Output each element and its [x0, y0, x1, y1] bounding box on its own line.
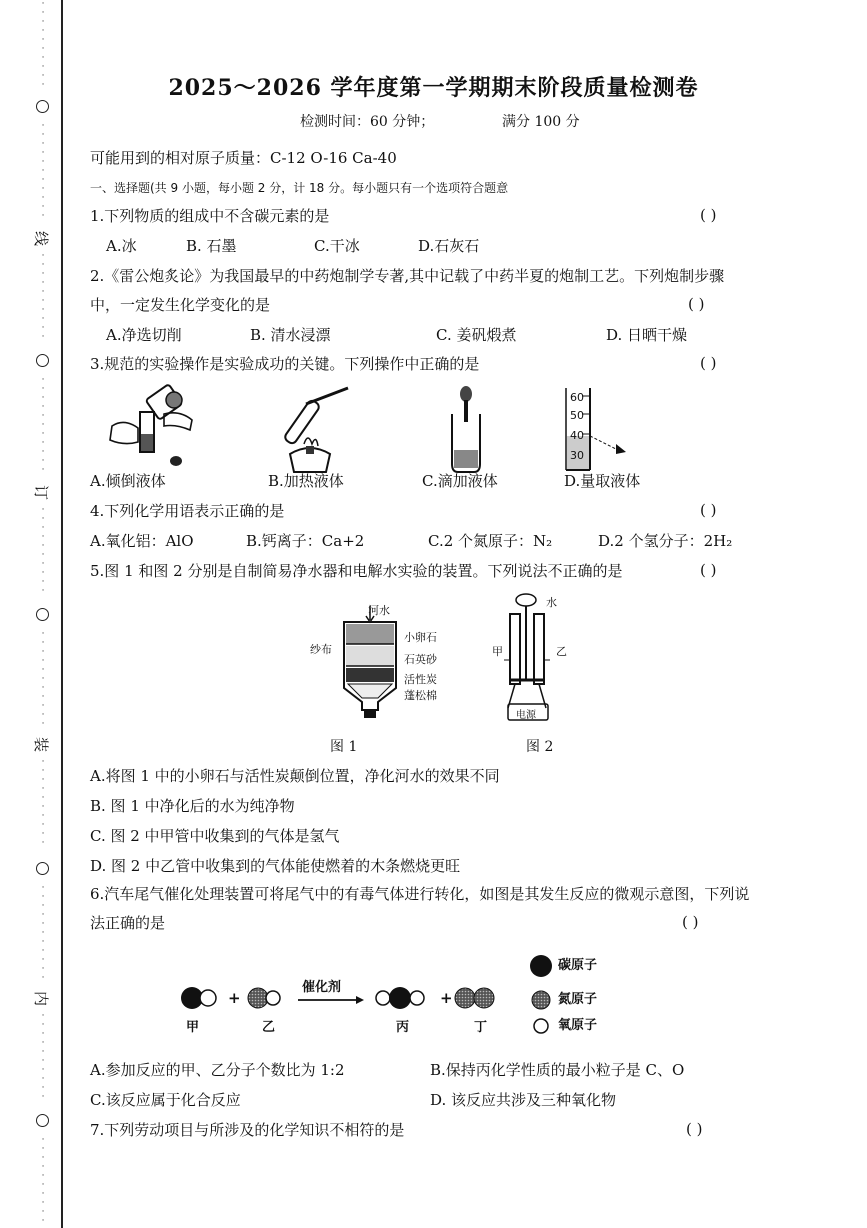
q1-answer-blank[interactable]: ( ) [700, 206, 717, 224]
oxygen-atom-icon [534, 1019, 548, 1033]
exam-title: 2025～2026 学年度第一学期期末阶段质量检测卷 [168, 75, 699, 101]
nitrogen-atom-icon [248, 988, 268, 1008]
q1-stem: 1.下列物质的组成中不含碳元素的是 [90, 207, 330, 225]
fig2-label-jia: 甲 [492, 645, 503, 658]
q1-option-a: A.冰 [106, 237, 137, 255]
pouring-liquid-illustration [104, 384, 204, 474]
margin-dots: · · · · · · · · · · [41, 1135, 45, 1226]
q6-option-a: A.参加反应的甲、乙分子个数比为 1:2 [90, 1061, 345, 1079]
oxygen-atom-icon [376, 991, 390, 1005]
q5-option-b: B. 图 1 中净化后的水为纯净物 [90, 797, 295, 815]
carbon-atom-icon [530, 955, 552, 977]
q2-answer-blank[interactable]: ( ) [688, 295, 705, 313]
q3-option-d: D.量取液体 [564, 472, 641, 490]
margin-dots: · · · · · · · · · · [41, 251, 45, 342]
fig2-label-power: 电源 [516, 710, 536, 721]
fig1-label-cotton: 蓬松棉 [404, 689, 437, 702]
cylinder-tick-50: 50 [570, 409, 584, 422]
fig2-caption: 图 2 [526, 739, 554, 755]
q3-option-b: B.加热液体 [268, 472, 344, 490]
fig2-label-yi: 乙 [556, 645, 567, 658]
q2-option-b: B. 清水浸漂 [250, 326, 331, 344]
oxygen-atom-icon [410, 991, 424, 1005]
margin-dots: · · · · · · · · · · · [41, 375, 45, 475]
margin-dots: · · · · · · · · · · · [41, 121, 45, 221]
q5-answer-blank[interactable]: ( ) [700, 561, 717, 579]
q2-option-d: D. 日晒干燥 [606, 326, 688, 344]
binding-hole-icon [36, 608, 49, 621]
margin-mark-ding: 订 [32, 484, 51, 501]
catalyst-label: 催化剂 [302, 980, 342, 995]
margin-dots: · · · · · · · · · · [41, 757, 45, 848]
q6-stem-line2: 法正确的是 [90, 914, 166, 932]
molecule-ding-label: 丁 [474, 1020, 488, 1035]
q6-option-d: D. 该反应共涉及三种氧化物 [430, 1091, 617, 1109]
q3-answer-blank[interactable]: ( ) [700, 354, 717, 372]
q4-option-a: A.氧化铝：AlO [90, 532, 194, 550]
cylinder-tick-40: 40 [570, 429, 584, 442]
q5-stem: 5.图 1 和图 2 分别是自制简易净水器和电解水实验的装置。下列说法不正确的是 [90, 562, 623, 580]
q3-option-a: A.倾倒液体 [90, 472, 166, 490]
q4-option-b: B.钙离子：Ca+2 [246, 532, 365, 550]
atomic-mass-note: 可能用到的相对原子质量：C-12 O-16 Ca-40 [90, 149, 397, 167]
cylinder-tick-30: 30 [570, 449, 584, 462]
q1-option-c: C.干冰 [314, 237, 360, 255]
q4-answer-blank[interactable]: ( ) [700, 501, 717, 519]
section-heading: 一、选择题(共 9 小题，每小题 2 分，计 18 分。每小题只有一个选项符合题意 [90, 181, 509, 195]
q7-stem: 7.下列劳动项目与所涉及的化学知识不相符的是 [90, 1121, 405, 1139]
binding-hole-icon [36, 862, 49, 875]
molecule-jia-label: 甲 [186, 1020, 200, 1035]
nitrogen-atom-icon [474, 988, 494, 1008]
q3-option-c: C.滴加液体 [422, 472, 498, 490]
margin-dots: · · · · · · · · · · · [41, 629, 45, 729]
fig1-label-carbon: 活性炭 [404, 673, 437, 686]
q5-option-a: A.将图 1 中的小卵石与活性炭颠倒位置，净化河水的效果不同 [90, 767, 500, 785]
q5-option-d: D. 图 2 中乙管中收集到的气体能使燃着的木条燃烧更旺 [90, 857, 461, 875]
margin-dots: · · · · · · · · · · · [41, 883, 45, 983]
q6-stem-line1: 6.汽车尾气催化处理装置可将尾气中的有毒气体进行转化，如图是其发生反应的微观示意图，下列说 [90, 885, 750, 903]
carbon-atom-icon [389, 987, 411, 1009]
margin-dots: · · · · · · · · · · [41, 1011, 45, 1102]
plus-sign: + [440, 989, 453, 1007]
q6-answer-blank[interactable]: ( ) [682, 913, 699, 931]
dropping-liquid-illustration [436, 384, 496, 474]
margin-dots: · · · · · · · · · · [41, 0, 45, 90]
legend-oxygen: 氧原子 [558, 1018, 598, 1033]
q6-option-b: B.保持丙化学性质的最小粒子是 C、O [430, 1061, 685, 1079]
margin-mark-nei: 内 [32, 990, 51, 1007]
q1-option-b: B. 石墨 [186, 237, 237, 255]
binding-hole-icon [36, 1114, 49, 1127]
fig1-label-sand: 石英砂 [404, 653, 437, 666]
q4-option-d: D.2 个氢分子：2H₂ [598, 532, 733, 550]
fig1-label-cloth: 纱布 [310, 643, 332, 656]
fig1-label-river: 河水 [368, 604, 390, 617]
q5-option-c: C. 图 2 中甲管中收集到的气体是氢气 [90, 827, 340, 845]
legend-nitrogen: 氮原子 [558, 992, 598, 1007]
q3-stem: 3.规范的实验操作是实验成功的关键。下列操作中正确的是 [90, 355, 480, 373]
cylinder-tick-60: 60 [570, 391, 584, 404]
binding-margin [0, 0, 62, 1228]
q6-option-c: C.该反应属于化合反应 [90, 1091, 241, 1109]
exam-time: 检测时间：60 分钟； [300, 114, 435, 130]
oxygen-atom-icon [266, 991, 280, 1005]
legend-carbon: 碳原子 [558, 958, 598, 973]
heating-liquid-illustration [266, 384, 366, 474]
fig2-label-water: 水 [546, 596, 557, 609]
binding-hole-icon [36, 354, 49, 367]
q4-option-c: C.2 个氮原子：N₂ [428, 532, 553, 550]
molecule-bing-label: 丙 [396, 1020, 410, 1035]
fig1-label-pebble: 小卵石 [404, 631, 437, 644]
plus-sign: + [228, 989, 241, 1007]
q4-stem: 4.下列化学用语表示正确的是 [90, 502, 285, 520]
q2-option-c: C. 姜矾煅煮 [436, 326, 517, 344]
q7-answer-blank[interactable]: ( ) [686, 1120, 703, 1138]
exam-score: 满分 100 分 [502, 114, 580, 130]
binding-hole-icon [36, 100, 49, 113]
q2-option-a: A.净选切削 [106, 326, 182, 344]
q2-stem-line2: 中，一定发生化学变化的是 [90, 296, 271, 314]
nitrogen-atom-icon [532, 991, 550, 1009]
atom-legend-icons [528, 954, 554, 1038]
molecule-yi-label: 乙 [262, 1020, 276, 1035]
margin-mark-xian: 线 [32, 230, 51, 247]
binding-line [61, 0, 63, 1228]
q2-stem-line1: 2.《雷公炮炙论》为我国最早的中药炮制学专著,其中记载了中药半夏的炮制工艺。下列炮制步骤 [90, 267, 725, 285]
q1-option-d: D.石灰石 [418, 237, 480, 255]
oxygen-atom-icon [200, 990, 216, 1006]
margin-mark-zhuang: 装 [32, 736, 51, 753]
fig1-caption: 图 1 [330, 739, 358, 755]
nitrogen-atom-icon [455, 988, 475, 1008]
margin-dots: · · · · · · · · · · [41, 505, 45, 596]
